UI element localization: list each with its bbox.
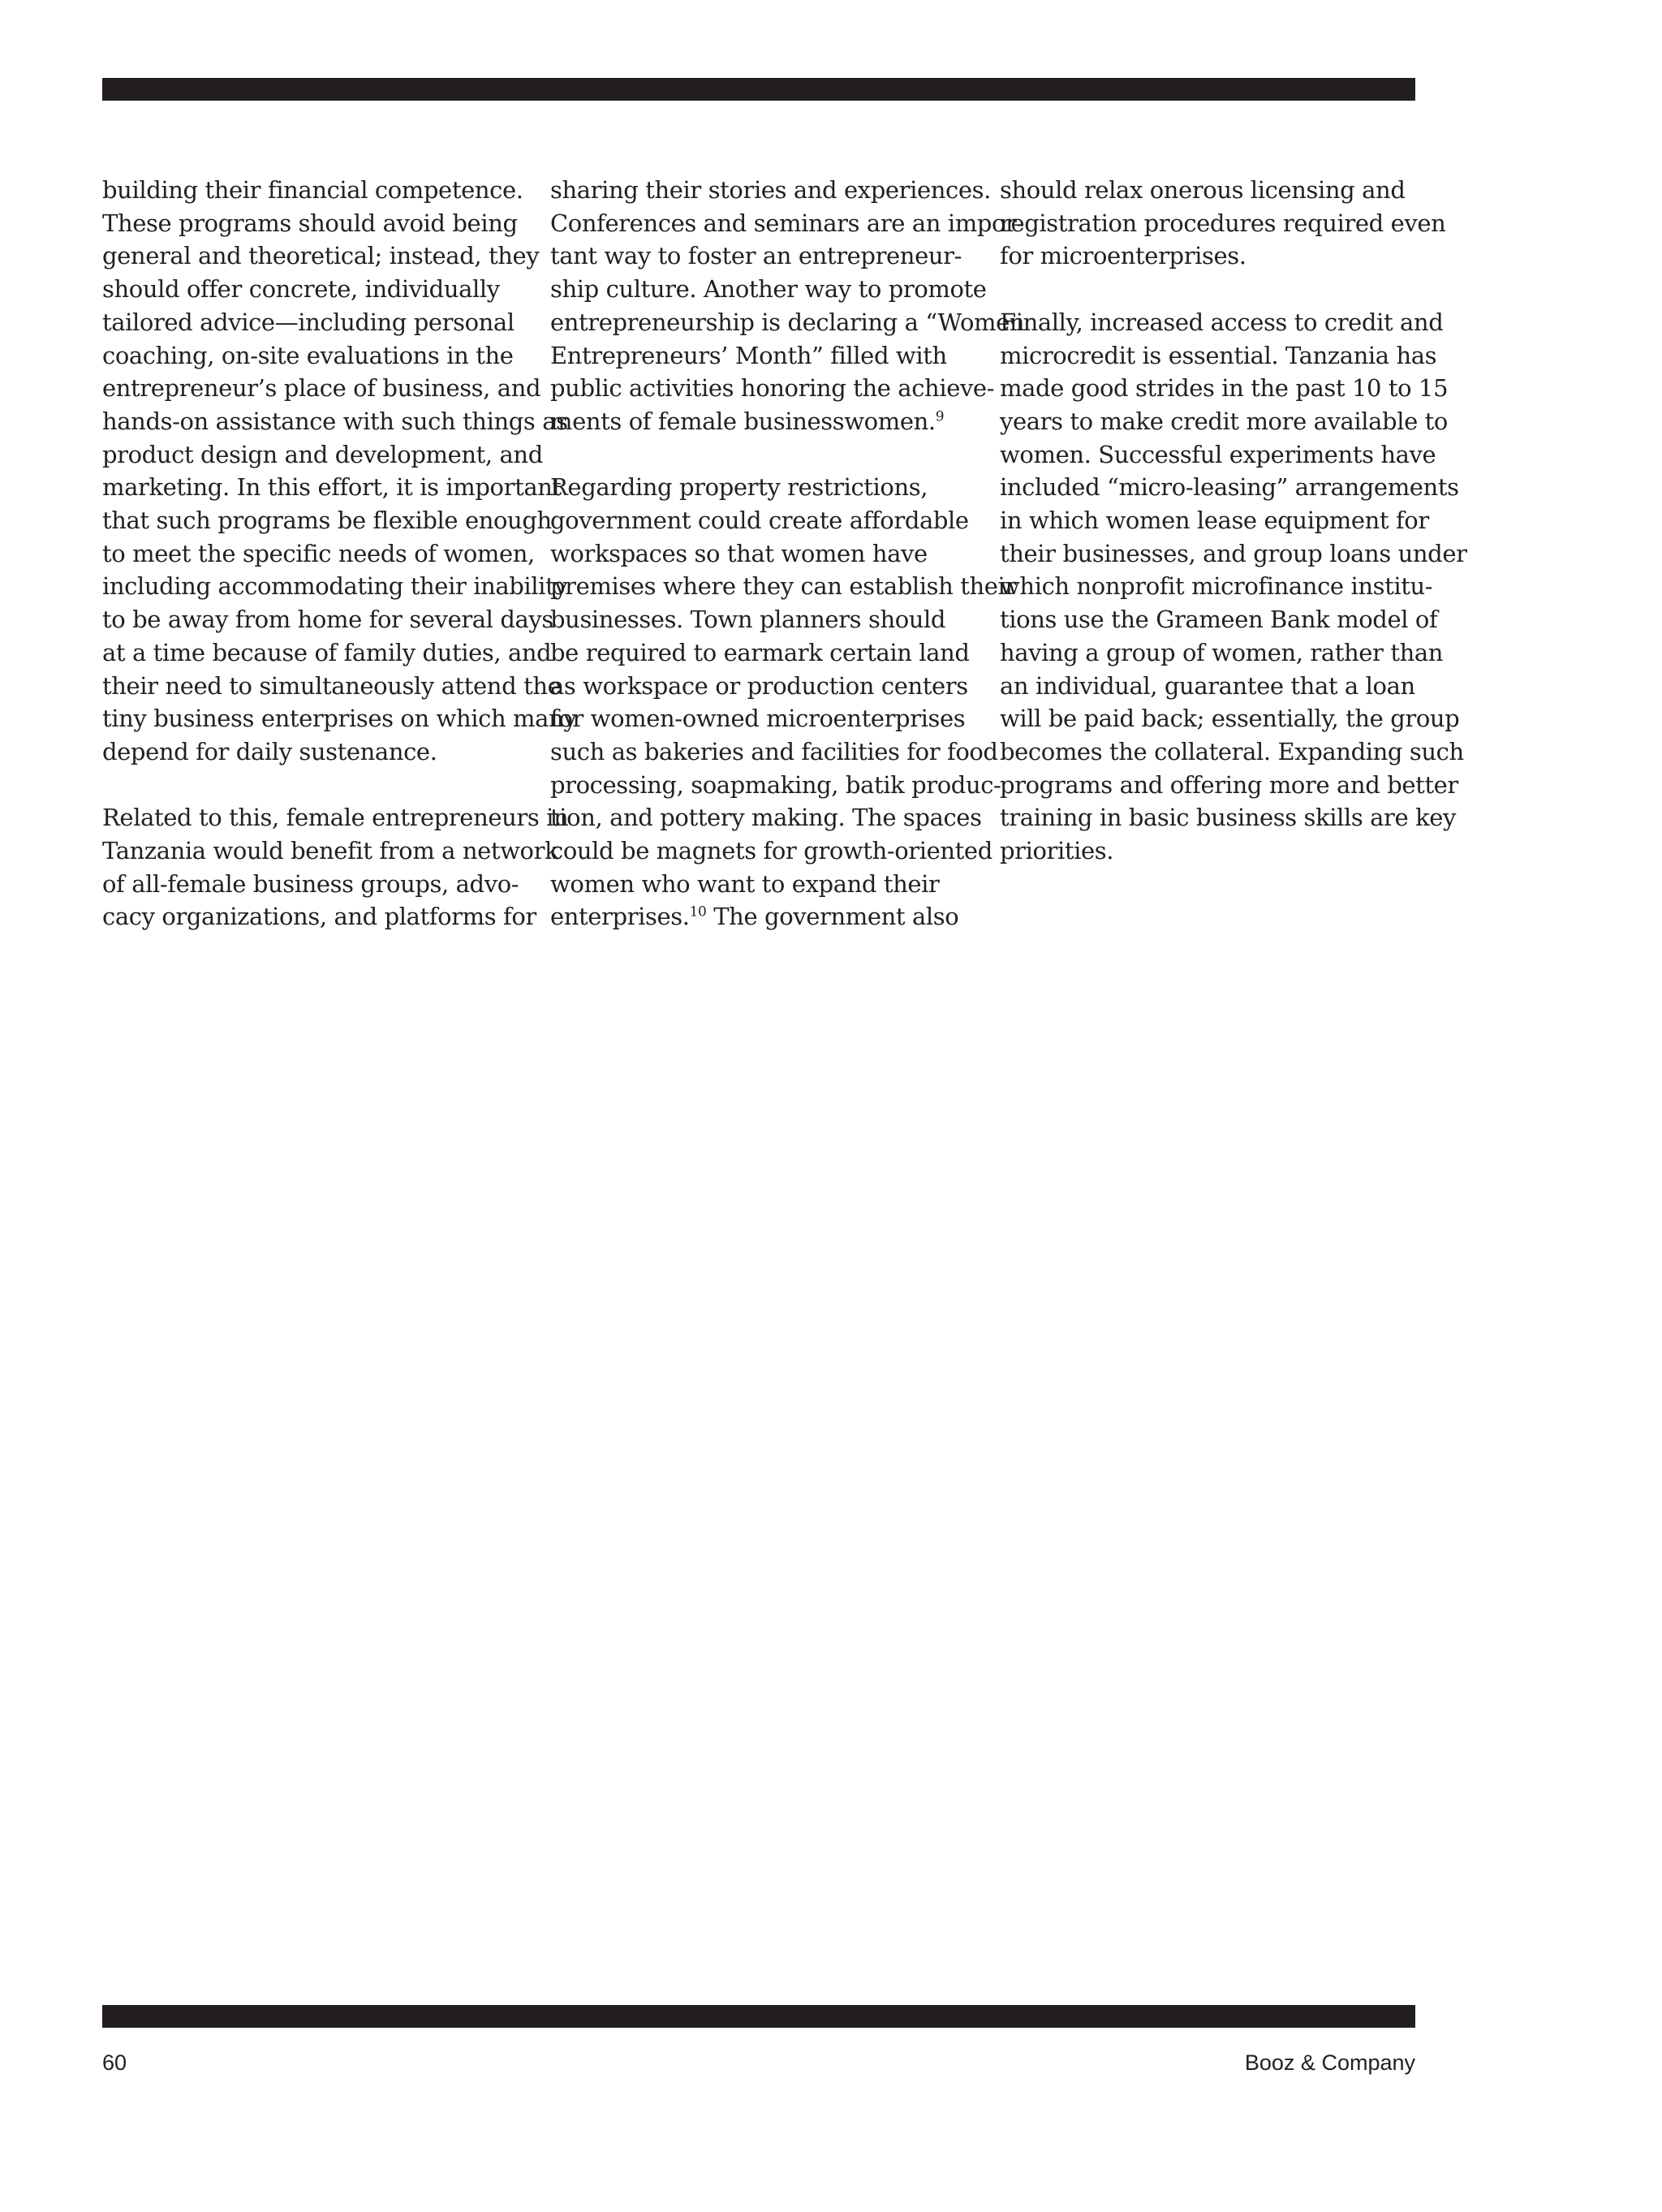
footnote-marker: 10 [689,903,707,921]
text-line: cacy organizations, and platforms for [102,903,536,931]
footnote-marker: 9 [935,408,945,425]
text-line: Entrepreneurs’ Month” filled with [550,341,947,369]
text-line: tant way to foster an entrepreneur- [550,242,962,270]
paragraph [102,801,569,934]
text-line: having a group of women, rather than [1000,638,1444,666]
text-line: workspaces so that women have [550,539,928,567]
bottom-rule [102,2005,1415,2028]
text-line: processing, soapmaking, batik produc- [550,770,1001,799]
text-fragment: ments of female businesswomen. [550,407,936,435]
text-line: registration procedures required even [1000,209,1446,237]
text-line [550,405,972,438]
text-line: as workspace or production centers [550,671,968,700]
text-line: made good strides in the past 10 to 15 [1000,374,1449,403]
text-line: for microenterprises. [1000,242,1246,270]
text-line: Tanzania would benefit from a network [102,837,559,865]
publisher-name: Booz & Company [1244,2050,1415,2075]
text-fragment: enterprises. [550,903,690,931]
paragraph [550,471,1016,934]
text-line: priorities. [1000,837,1114,865]
page-number: 60 [102,2050,127,2075]
text-line: an individual, guarantee that a loan [1000,671,1415,700]
text-line: ship culture. Another way to promote [550,275,987,304]
text-line: including accommodating their inability [102,572,568,601]
text-line: should relax onerous licensing and [1000,176,1406,204]
text-line: years to make credit more available to [1000,407,1448,435]
text-fragment: The government also [706,903,959,931]
text-line: at a time because of family duties, and [102,638,552,666]
text-line: tiny business enterprises on which many [102,705,577,733]
text-line: microcredit is essential. Tanzania has [1000,341,1437,369]
paragraph [102,174,577,769]
text-line: that such programs be flexible enough [102,507,552,535]
text-line: included “micro-leasing” arrangements [1000,473,1459,502]
text-line: will be paid back; essentially, the group [1000,705,1460,733]
text-line: to meet the specific needs of women, [102,539,535,567]
text-line: their businesses, and group loans under [1000,539,1467,567]
paragraph [550,174,1025,438]
text-line: such as bakeries and facilities for food [550,737,998,765]
text-line: hands-on assistance with such things as [102,407,568,435]
paragraph [1000,306,1467,868]
text-line: coaching, on-site evaluations in the [102,341,514,369]
text-line [550,900,972,934]
text-line: Conferences and seminars are an impor- [550,209,1024,237]
text-line: be required to earmark certain land [550,638,970,666]
text-line: public activities honoring the achieve- [550,374,995,403]
top-rule [102,78,1415,101]
text-line: for women-owned microenterprises [550,705,966,733]
text-line: product design and development, and [102,440,543,468]
text-line: These programs should avoid being [102,209,518,237]
text-column-3 [1000,174,1467,900]
text-line: marketing. In this effort, it is important [102,473,562,502]
text-line: tions use the Grameen Bank model of [1000,606,1438,634]
text-line: Related to this, female entrepreneurs in [102,804,569,832]
text-line: becomes the collateral. Expanding such [1000,737,1464,765]
paragraph [1000,174,1446,273]
text-line: which nonprofit microfinance institu- [1000,572,1433,601]
text-line: general and theoretical; instead, they [102,242,540,270]
text-column-1 [102,174,577,967]
text-line: could be magnets for growth-oriented [550,837,992,865]
text-line: to be away from home for several days [102,606,553,634]
text-line: premises where they can establish their [550,572,1016,601]
text-column-2 [550,174,1025,967]
text-line: women who want to expand their [550,869,940,898]
text-line: tailored advice—including personal [102,308,515,336]
text-line: businesses. Town planners should [550,606,946,634]
text-line: of all-female business groups, advo- [102,869,519,898]
text-line: building their financial competence. [102,176,523,204]
text-line: tion, and pottery making. The spaces [550,804,982,832]
text-line: women. Successful experiments have [1000,440,1436,468]
text-line: Regarding property restrictions, [550,473,928,502]
text-line: training in basic business skills are key [1000,804,1456,832]
text-line: government could create affordable [550,507,969,535]
text-line: programs and offering more and better [1000,770,1458,799]
text-line: in which women lease equipment for [1000,507,1429,535]
text-line: sharing their stories and experiences. [550,176,991,204]
text-line: their need to simultaneously attend the [102,671,562,700]
text-line: depend for daily sustenance. [102,737,437,765]
text-line: Finally, increased access to credit and [1000,308,1444,336]
text-line: entrepreneur’s place of business, and [102,374,541,403]
text-line: should offer concrete, individually [102,275,500,304]
text-line: entrepreneurship is declaring a “Women [550,308,1025,336]
